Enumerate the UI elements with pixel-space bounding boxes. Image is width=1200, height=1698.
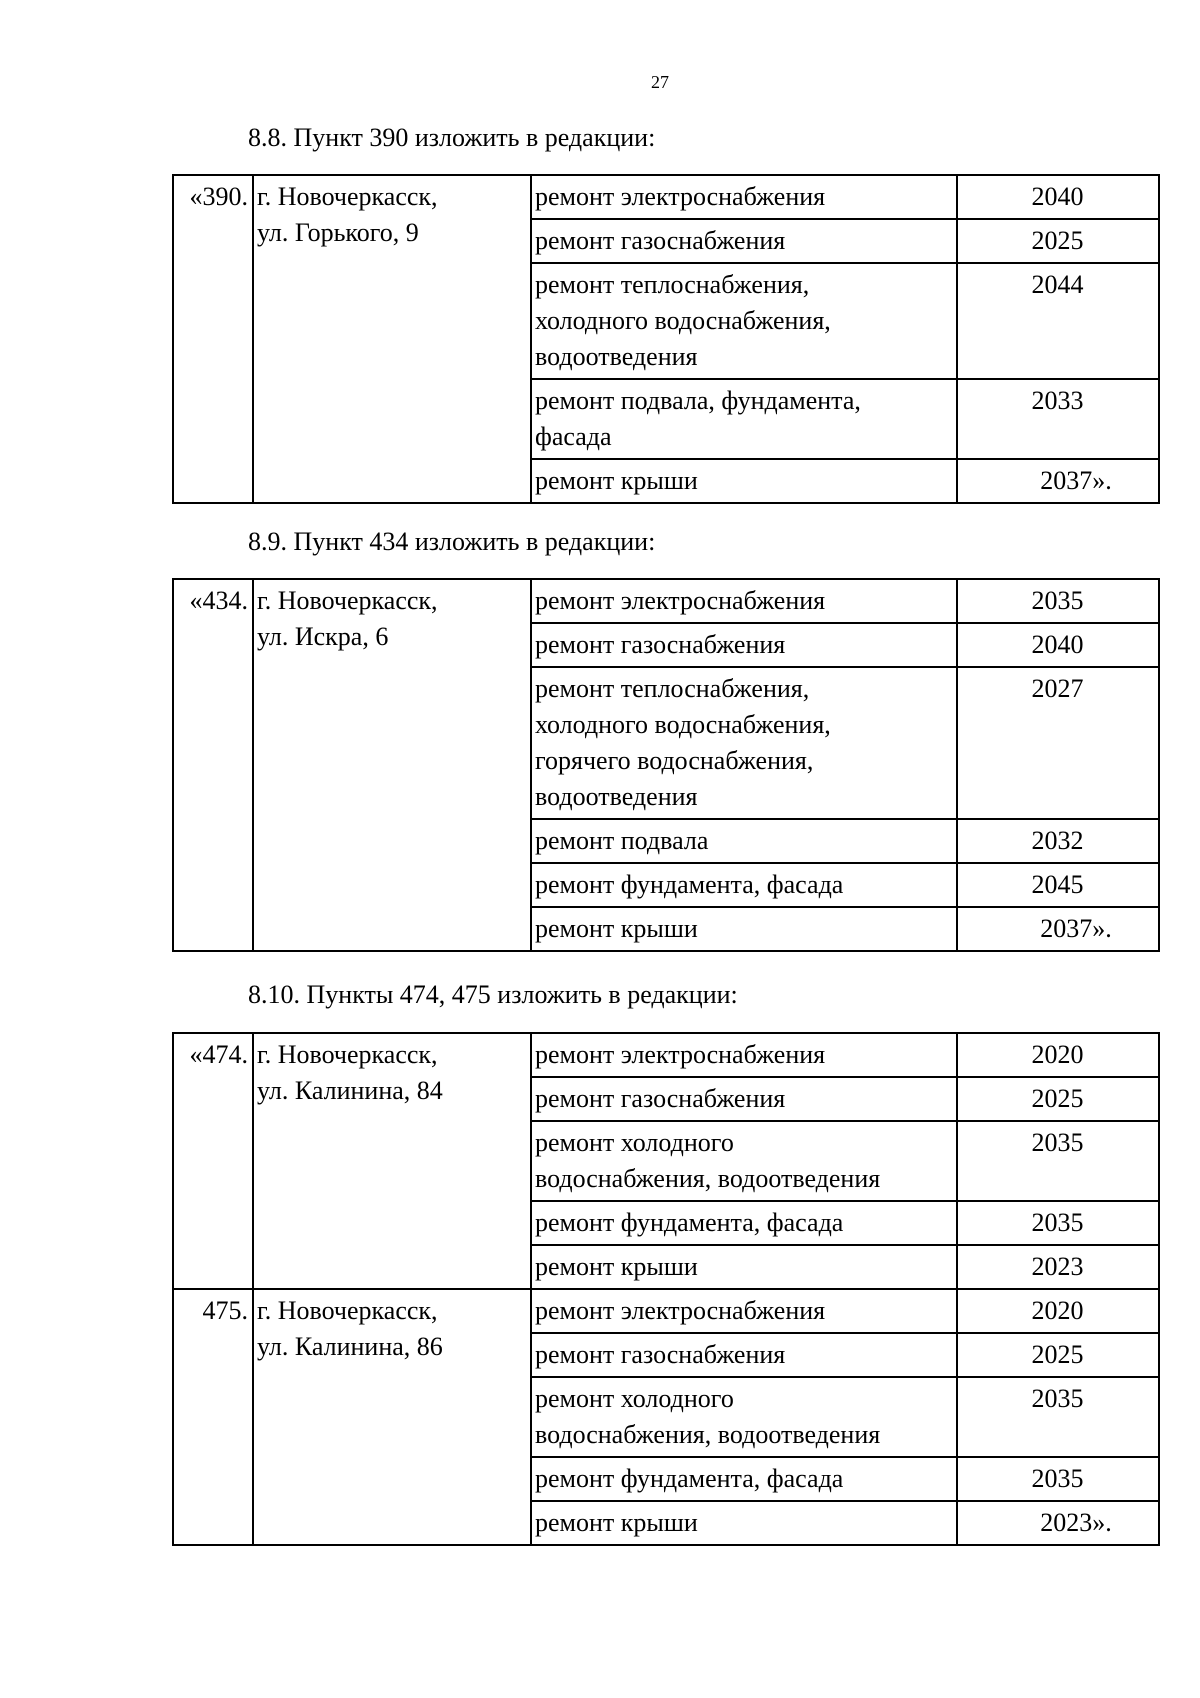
work-year: 2035 (957, 579, 1159, 623)
item-number: «390. (173, 175, 253, 503)
work-year: 2020 (957, 1033, 1159, 1077)
work-year: 2044 (957, 263, 1159, 379)
work-year: 2037». (957, 459, 1159, 503)
work-year: 2035 (957, 1457, 1159, 1501)
work-year: 2023». (957, 1501, 1159, 1545)
repair-table (172, 578, 1160, 952)
work-type: ремонт электроснабжения (531, 579, 957, 623)
work-type: ремонт фундамента, фасада (531, 1457, 957, 1501)
work-type: ремонт подвала, фундамента, фасада (531, 379, 957, 459)
work-type: ремонт газоснабжения (531, 1333, 957, 1377)
work-type: ремонт газоснабжения (531, 1077, 957, 1121)
section-heading: 8.9. Пункт 434 изложить в редакции: (248, 527, 656, 556)
work-type: ремонт электроснабжения (531, 1033, 957, 1077)
item-address: г. Новочеркасск, ул. Калинина, 86 (253, 1289, 531, 1545)
work-type: ремонт электроснабжения (531, 175, 957, 219)
section-heading: 8.8. Пункт 390 изложить в редакции: (248, 123, 656, 152)
table-row (173, 1033, 1159, 1077)
work-type: ремонт фундамента, фасада (531, 863, 957, 907)
table-row (173, 175, 1159, 219)
work-year: 2023 (957, 1245, 1159, 1289)
work-year: 2025 (957, 1333, 1159, 1377)
repair-table (172, 174, 1160, 504)
item-address: г. Новочеркасск, ул. Горького, 9 (253, 175, 531, 503)
work-year: 2035 (957, 1377, 1159, 1457)
work-type: ремонт электроснабжения (531, 1289, 957, 1333)
work-year: 2025 (957, 1077, 1159, 1121)
work-year: 2037». (957, 907, 1159, 951)
section-heading: 8.10. Пункты 474, 475 изложить в редакции: (248, 980, 738, 1009)
work-type: ремонт крыши (531, 1501, 957, 1545)
work-type: ремонт теплоснабжения, холодного водоснабжения, горячего водоснабжения, водоотведения (531, 667, 957, 819)
work-year: 2033 (957, 379, 1159, 459)
repair-table (172, 1032, 1160, 1546)
page-number: 27 (651, 72, 669, 92)
work-type: ремонт крыши (531, 1245, 957, 1289)
work-year: 2020 (957, 1289, 1159, 1333)
work-type: ремонт газоснабжения (531, 623, 957, 667)
work-type: ремонт фундамента, фасада (531, 1201, 957, 1245)
work-type: ремонт крыши (531, 907, 957, 951)
work-type: ремонт подвала (531, 819, 957, 863)
work-year: 2040 (957, 175, 1159, 219)
work-type: ремонт крыши (531, 459, 957, 503)
work-type: ремонт холодного водоснабжения, водоотведения (531, 1121, 957, 1201)
work-year: 2027 (957, 667, 1159, 819)
work-year: 2035 (957, 1121, 1159, 1201)
item-number: «434. (173, 579, 253, 951)
work-year: 2032 (957, 819, 1159, 863)
table-row (173, 1289, 1159, 1333)
work-type: ремонт газоснабжения (531, 219, 957, 263)
item-number: 475. (173, 1289, 253, 1545)
work-year: 2040 (957, 623, 1159, 667)
work-year: 2025 (957, 219, 1159, 263)
work-type: ремонт теплоснабжения, холодного водоснабжения, водоотведения (531, 263, 957, 379)
table-row (173, 579, 1159, 623)
work-year: 2035 (957, 1201, 1159, 1245)
item-address: г. Новочеркасск, ул. Искра, 6 (253, 579, 531, 951)
work-type: ремонт холодного водоснабжения, водоотведения (531, 1377, 957, 1457)
work-year: 2045 (957, 863, 1159, 907)
item-number: «474. (173, 1033, 253, 1289)
item-address: г. Новочеркасск, ул. Калинина, 84 (253, 1033, 531, 1289)
